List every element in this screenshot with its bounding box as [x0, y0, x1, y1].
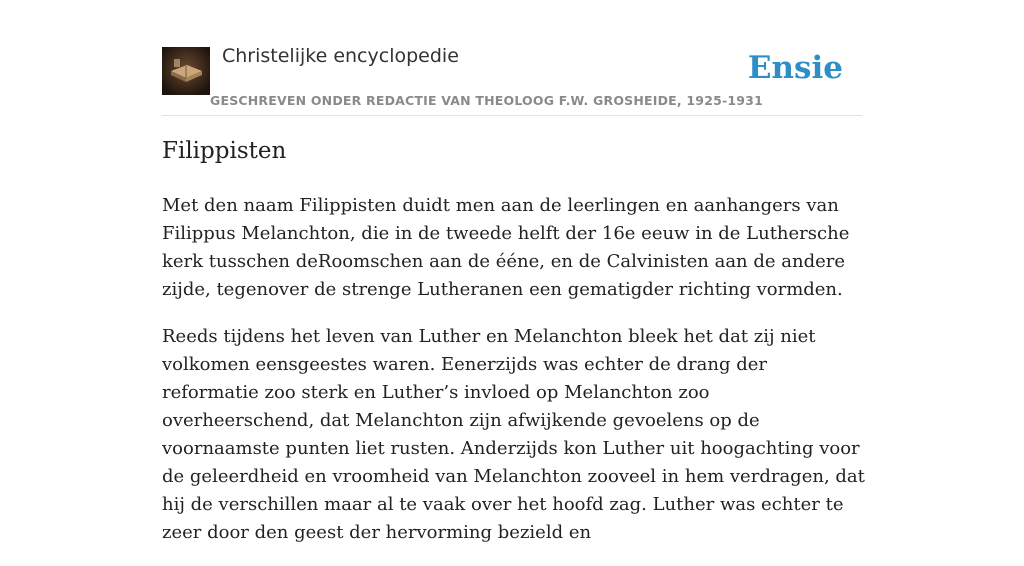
article-title: Filippisten — [162, 138, 287, 164]
site-header — [162, 44, 862, 116]
article-paragraph: Met den naam Filippisten duidt men aan de leerlingen en aanhangers van Filippus Melanchton, die in de tweede helft der 16e eeuw in de Luthersche kerk tusschen deRoomschen aan de ééne, en de Calvinisten aan de andere zijde, tegenover de strenge Lutheranen een gematigder richting vormden. — [162, 195, 850, 300]
article-body — [162, 192, 867, 566]
book-avatar-icon[interactable] — [162, 47, 210, 95]
site-subtitle: GESCHREVEN ONDER REDACTIE VAN THEOLOOG F.W. GROSHEIDE, 1925-1931 — [210, 93, 763, 108]
article-paragraph: Reeds tijdens het leven van Luther en Melanchton bleek het dat zij niet volkomen eensgeestes waren. Eenerzijds was echter de drang der reformatie zoo sterk en Luther’s invloed op Melanchton zoo overheerschend, dat Melanchton zijn afwijkende gevoelens op de voornaamste punten liet rusten. Anderzijds kon Luther uit hoogachting voor de geleerdheid en vroomheid van Melanchton zooveel in hem verdragen, dat hij de verschillen maar al te vaak over het hoofd zag. Luther was echter te zeer door den geest der hervorming bezield en — [162, 326, 865, 543]
ensie-logo[interactable]: Ensie — [747, 50, 843, 86]
site-title[interactable]: Christelijke encyclopedie — [222, 45, 459, 67]
